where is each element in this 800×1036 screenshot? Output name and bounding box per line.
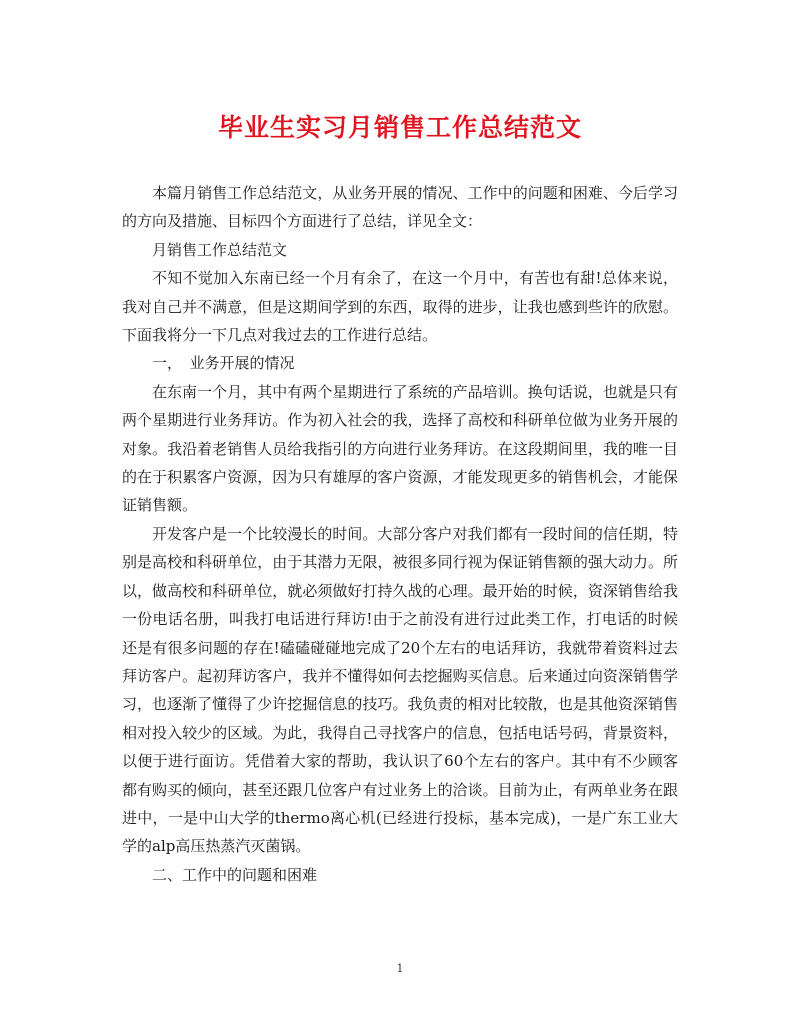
page-number: 1 (396, 962, 404, 975)
opening-paragraph: 不知不觉加入东南已经一个月有余了，在这一个月中，有苦也有甜!总体来说，我对自己并不满意，但是这期间学到的东西，取得的进步，让我也感到些许的欣慰。下面我将分一下几点对我过去的工作进行总结。 (122, 269, 678, 345)
document-title: 毕业生实习月销售工作总结范文 (217, 113, 582, 142)
intro-paragraph: 本篇月销售工作总结范文，从业务开展的情况、工作中的问题和困难、今后学习的方向及措施、目标四个方面进行了总结，详见全文： (122, 184, 678, 231)
subtitle-paragraph: 月销售工作总结范文 (152, 240, 288, 259)
document-body (122, 179, 678, 889)
section-heading-problems: 二、工作中的问题和困难 (152, 865, 318, 884)
business-paragraph-2: 开发客户是一个比较漫长的时间。大部分客户对我们都有一段时间的信任期，特别是高校和科研单位，由于其潜力无限，被很多同行视为保证销售额的强大动力。所以，做高校和科研单位，就必须做好打持久战的心理。最开始的时候，资深销售给我一份电话名册，叫我打电话进行拜访!由于之前没有进行过此类工作，打电话的时候还是有很多问题的存在!磕磕碰碰地完成了20个左右的电话拜访，我就带着资料过去拜访客户。起初拜访客户，我并不懂得如何去挖掘购买信息。后来通过向资深销售学习，也逐渐了懂得了少许挖掘信息的技巧。我负责的相对比较散，也是其他资深销售相对投入较少的区域。为此，我得自己寻找客户的信息，包括电话号码，背景资料，以便于进行面访。凭借着大家的帮助，我认识了60个左右的客户。其中有不少顾客都有购买的倾向，甚至还跟几位客户有过业务上的洽谈。目前为止，有两单业务在跟进中，一是中山大学的thermo离心机(已经进行投标，基本完成)，一是广东工业大学的alp高压热蒸汽灭菌锅。 (122, 524, 678, 856)
business-paragraph-1: 在东南一个月，其中有两个星期进行了系统的产品培训。换句话说，也就是只有两个星期进行业务拜访。作为初入社会的我，选择了高校和科研单位做为业务开展的对象。我沿着老销售人员给我指引的方向进行业务拜访。在这段期间里，我的唯一目的在于积累客户资源，因为只有雄厚的客户资源，才能发现更多的销售机会，才能保证销售额。 (122, 382, 678, 515)
section-heading-business: 一， 业务开展的情况 (152, 354, 295, 373)
